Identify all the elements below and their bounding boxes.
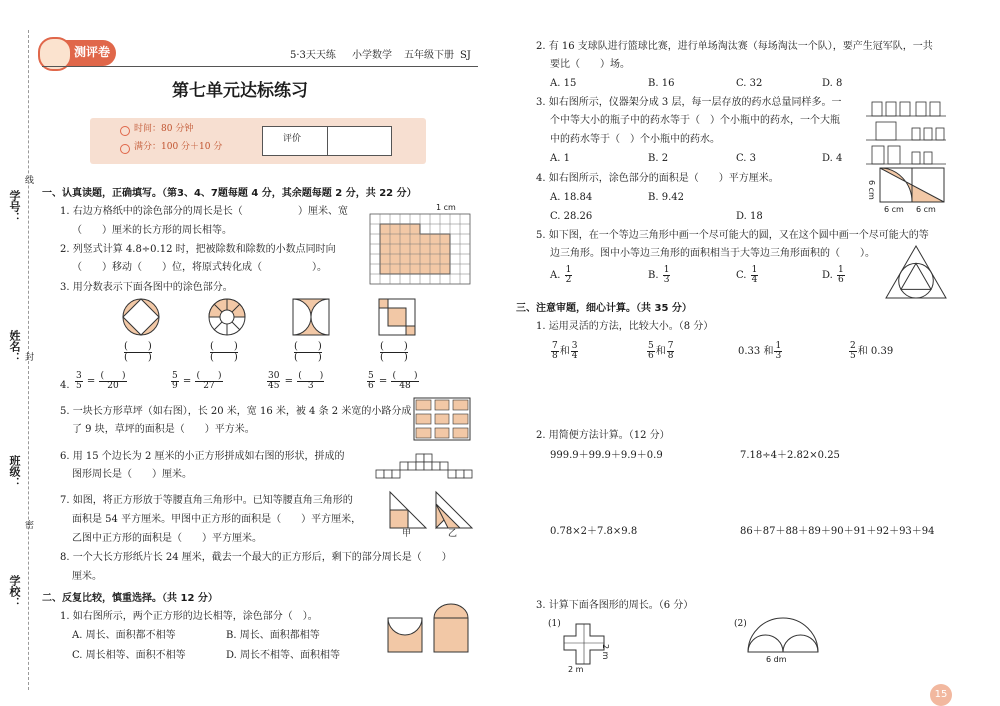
s2-q3-opt-d: D. 4 <box>822 153 843 164</box>
s3-q3-text: 3. 计算下面各图形的周长。（6 分） <box>536 600 694 611</box>
numerator: 7 <box>552 341 558 351</box>
numerator: ( ) <box>100 371 126 381</box>
numerator: 1 <box>663 265 670 275</box>
numerator: 30 <box>268 371 280 381</box>
denominator: 2 <box>565 275 572 285</box>
numerator: 3 <box>571 341 578 351</box>
jia-label: 甲 <box>402 529 412 539</box>
q4-item <box>74 372 128 391</box>
q8-text-a: 8. 一个大长方形纸片长 24 厘米，截去一个最大的正方形后，剩下的部分周长是（ ） <box>60 552 452 563</box>
q7-text-a: 7. 如图，将正方形放于等腰直角三角形中。已知等腰直角三角形的 <box>60 495 353 506</box>
s2-q4-opt-b: B. 9.42 <box>648 192 684 203</box>
section3-heading: 三、注意审题，细心计算。（共 35 分） <box>516 303 692 314</box>
binding-gutter <box>0 0 40 706</box>
q4-left-fraction <box>75 372 83 391</box>
denominator: 3 <box>663 275 670 285</box>
denominator: 6 <box>838 275 844 285</box>
s2-q5-option <box>550 266 573 285</box>
s3-q1-item <box>738 342 783 361</box>
q3-figure-d <box>378 298 416 336</box>
shaded-area-figure <box>880 168 944 204</box>
q3-answer-d: ( ) ( ) <box>380 341 408 363</box>
class-label: 班级： <box>8 455 21 488</box>
q5-text-a: 5. 一块长方形草坪（如右图），长 20 米，宽 16 米，被 4 条 2 米宽的小路分成 <box>60 406 412 417</box>
secret-mark: 密 <box>23 520 33 529</box>
q1-text-a: 1. 右边方格纸中的涂色部分的周长是长（ <box>60 206 243 217</box>
q3-answer-b: ( ) ( ) <box>210 341 238 363</box>
s2-q3-text-b: 个中等大小的瓶子中的药水等于（ ）个小瓶中的药水，一个大瓶 <box>550 115 840 126</box>
equals-sign: = <box>179 376 195 387</box>
grade-name: 五年级下册 <box>404 50 454 61</box>
q3-figure-b <box>208 298 246 336</box>
q2-text-b: （ ）移动（ ）位，将原式转化成（ ）。 <box>72 262 327 273</box>
triangle-jia-figure <box>390 492 426 528</box>
test-badge <box>42 40 116 66</box>
denominator: 6 <box>648 351 654 361</box>
section1-heading: 一、认真读题，正确填写。（第3、4、7题每题 4 分，其余题每题 2 分，共 22 分） <box>42 188 417 199</box>
s3-q1-item <box>646 342 675 361</box>
check-icon <box>120 144 130 154</box>
name-label: 姓名： <box>8 330 21 363</box>
numerator: 3 <box>76 371 82 381</box>
q3-answer-a: ( ) ( ) <box>124 341 152 363</box>
triangle-yi-figure <box>436 492 472 528</box>
denominator: 3 <box>775 351 782 361</box>
squares-figure <box>376 454 472 480</box>
s2-q1-text: 1. 如右图所示，两个正方形的边长相等，涂色部分（ ）。 <box>60 611 318 622</box>
grid-figure <box>370 214 470 284</box>
denominator: 5 <box>850 351 856 361</box>
denominator: 3 <box>307 381 314 391</box>
clock-icon <box>120 126 130 136</box>
numerator: 5 <box>368 371 374 381</box>
q6-text-b: 图形周长是（ ）厘米。 <box>72 469 192 480</box>
s3-q2-item-2: 7.18÷4＋2.82×0.25 <box>740 450 840 461</box>
school-label: 学校： <box>8 575 21 608</box>
numerator: ( ) <box>298 371 324 381</box>
s2-q1-opt-d: D. 周长不相等、面积相等 <box>226 650 341 661</box>
compare-fraction-b <box>667 342 675 361</box>
time-limit: 时间：80 分钟 <box>134 124 194 134</box>
denominator: 4 <box>571 351 578 361</box>
seal-mark: 封 <box>23 352 33 361</box>
q3-figure-c <box>292 298 330 336</box>
s3-q2-item-4: 86＋87＋88＋89＋90＋91＋92＋93＋94 <box>740 526 935 537</box>
s2-q1-figure <box>388 604 476 652</box>
s2-q5-option <box>822 266 846 285</box>
s2-q2-opt-d: D. 8 <box>822 78 843 89</box>
q4-right-fraction <box>99 372 126 391</box>
q4-left-fraction <box>267 372 280 391</box>
compare-fraction-b <box>571 342 579 361</box>
q7-text-c: 乙图中正方形的面积是（ ）平方厘米。 <box>72 533 262 544</box>
series-name: 5·3天天练 <box>290 50 336 61</box>
evaluation-box <box>262 126 392 156</box>
compare-fraction-b <box>774 342 782 361</box>
q8-text-b: 厘米。 <box>72 571 102 582</box>
option-fraction <box>751 266 759 285</box>
s2-q3-opt-a: A. 1 <box>550 153 570 164</box>
option-fraction <box>837 266 845 285</box>
grid-unit-label: 1 cm <box>436 203 456 212</box>
s2-q2-opt-c: C. 32 <box>736 78 763 89</box>
s2-q4-text: 4. 如右图所示，涂色部分的面积是（ ）平方厘米。 <box>536 173 779 184</box>
s2-q2-opt-a: A. 15 <box>550 78 577 89</box>
dim-label-right: 6 cm <box>916 205 936 214</box>
q3-answer-c: ( ) ( ) <box>294 341 322 363</box>
s2-q5-text-a: 5. 如下图，在一个等边三角形中画一个尽可能大的圆，又在这个圆中画一个尽可能大的等 <box>536 230 929 241</box>
option-letter: A. <box>550 270 564 281</box>
q5-text-b: 了 9 块，草坪的面积是（ ）平方米。 <box>72 424 255 435</box>
equals-sign: = <box>281 376 297 387</box>
s3-q2-item-3: 0.78×2＋7.8×9.8 <box>550 526 638 537</box>
evaluation-divider <box>327 127 328 155</box>
numerator: 2 <box>850 341 856 351</box>
shelf-figure <box>866 96 946 166</box>
numerator: 5 <box>172 371 178 381</box>
dim-2m-vertical: 2 m <box>600 644 610 660</box>
denominator: 48 <box>399 381 411 391</box>
compare-and: 和 <box>559 346 570 357</box>
semicircles-figure <box>746 618 820 654</box>
subject-name: 小学数学 <box>352 50 392 61</box>
numerator: 5 <box>648 341 654 351</box>
denominator: 4 <box>751 275 758 285</box>
s2-q4-opt-a: A. 18.84 <box>550 192 593 203</box>
edition-name: SJ <box>460 50 471 61</box>
q4-left-fraction <box>367 372 375 391</box>
s2-q1-opt-c: C. 周长相等、面积不相等 <box>72 650 186 661</box>
cross-shape-figure <box>564 624 604 664</box>
option-fraction <box>565 266 573 285</box>
compare-fraction-a <box>849 342 857 361</box>
s3-q3-label-1: (1) <box>548 619 561 629</box>
q3-figure-a <box>122 298 160 336</box>
section2-heading: 二、反复比较，慎重选择。（共 12 分） <box>42 593 218 604</box>
s2-q4-opt-c: C. 28.26 <box>550 211 593 222</box>
s2-q5-option <box>648 266 671 285</box>
page-title: 第七单元达标练习 <box>172 81 308 101</box>
denominator: 5 <box>76 381 82 391</box>
denominator: 8 <box>552 351 558 361</box>
numerator: 1 <box>565 265 572 275</box>
denominator: 45 <box>268 381 280 391</box>
q2-text-a: 2. 列竖式计算 4.8÷0.12 时，把被除数和除数的小数点同时向 <box>60 244 336 255</box>
equals-sign: = <box>375 376 391 387</box>
q3-text: 3. 用分数表示下面各图中的涂色部分。 <box>60 282 233 293</box>
s2-q4-opt-d: D. 18 <box>736 211 763 222</box>
s2-q2-text-b: 要比（ ）场。 <box>550 59 630 70</box>
full-score: 满分：100 分＋10 分 <box>134 142 223 152</box>
s3-q1-item <box>550 342 579 361</box>
exam-info-box <box>90 118 426 164</box>
s2-q2-opt-b: B. 16 <box>648 78 675 89</box>
lawn-figure <box>414 398 470 440</box>
s3-q3-label-2: (2) <box>734 619 747 629</box>
q7-text-b: 面积是 54 平方厘米。甲图中正方形的面积是（ ）平方厘米， <box>72 514 362 525</box>
compare-and: 和 <box>655 346 666 357</box>
denominator: 6 <box>368 381 374 391</box>
s3-q2-item-1: 999.9＋99.9＋9.9＋0.9 <box>550 450 663 461</box>
numerator: ( ) <box>392 371 418 381</box>
triangle-circle-figure <box>886 246 946 298</box>
s3-q1-item <box>848 342 893 361</box>
s3-q2-text: 2. 用简便方法计算。（12 分） <box>536 430 670 441</box>
s2-q1-opt-a: A. 周长、面积都不相等 <box>72 630 176 641</box>
s2-q3-opt-c: C. 3 <box>736 153 757 164</box>
option-letter: C. <box>736 270 750 281</box>
s2-q3-opt-b: B. 2 <box>648 153 669 164</box>
s2-q3-text-a: 3. 如右图所示，仪器架分成 3 层，每一层存放的药水总量同样多。一 <box>536 97 842 108</box>
q4-number: 4. <box>60 380 70 391</box>
numerator: 1 <box>751 265 758 275</box>
denominator: 20 <box>107 381 119 391</box>
q1-text-c: （ ）厘米的长方形的周长相等。 <box>72 225 232 236</box>
q4-item <box>266 372 325 391</box>
compare-fraction-a <box>647 342 655 361</box>
dim-2m-horizontal: 2 m <box>568 665 584 674</box>
badge-text: 测评卷 <box>74 45 111 59</box>
q6-text-a: 6. 用 15 个边长为 2 厘米的小正方形拼成如右图的形状，拼成的 <box>60 451 345 462</box>
s2-q5-option <box>736 266 759 285</box>
s2-q1-opt-b: B. 周长、面积都相等 <box>226 630 320 641</box>
equals-sign: = <box>83 376 99 387</box>
q4-left-fraction <box>171 372 179 391</box>
header-rule <box>42 66 478 67</box>
numerator: 7 <box>667 341 674 351</box>
numerator: ( ) <box>196 371 222 381</box>
q4-right-fraction <box>195 372 222 391</box>
compare-fraction-a <box>551 342 559 361</box>
option-fraction <box>663 266 671 285</box>
student-id-label: 学号： <box>8 190 21 223</box>
denominator: 8 <box>667 351 674 361</box>
numerator: 1 <box>838 265 844 275</box>
yi-label: 乙 <box>448 529 458 539</box>
denominator: 9 <box>172 381 178 391</box>
line-mark: 线 <box>23 175 33 184</box>
evaluation-label: 评价 <box>283 134 302 144</box>
dim-6dm: 6 dm <box>766 655 787 664</box>
denominator: 27 <box>203 381 215 391</box>
option-letter: D. <box>822 270 837 281</box>
option-letter: B. <box>648 270 662 281</box>
compare-and: 和 0.39 <box>857 346 894 357</box>
compare-prefix: 0.33 和 <box>738 346 774 357</box>
q1-text-b: ）厘米、宽 <box>298 206 348 217</box>
page-number: 15 <box>930 684 952 706</box>
s2-q2-text-a: 2. 有 16 支球队进行篮球比赛，进行单场淘汰赛（每场淘汰一个队），要产生冠军队，一共 <box>536 41 933 52</box>
q4-item <box>170 372 224 391</box>
numerator: 1 <box>775 341 782 351</box>
s2-q5-text-b: 边三角形。图中小等边三角形的面积相当于大等边三角形面积的（ ）。 <box>550 248 875 259</box>
s2-q3-text-c: 中的药水等于（ ）个小瓶中的药水。 <box>550 134 720 145</box>
dim-label-left: 6 cm <box>884 205 904 214</box>
q4-right-fraction <box>391 372 418 391</box>
q4-item <box>366 372 420 391</box>
s3-q1-text: 1. 运用灵活的方法，比较大小。（8 分） <box>536 321 714 332</box>
dim-label-height: 6 cm <box>866 180 876 200</box>
q4-right-fraction <box>297 372 324 391</box>
